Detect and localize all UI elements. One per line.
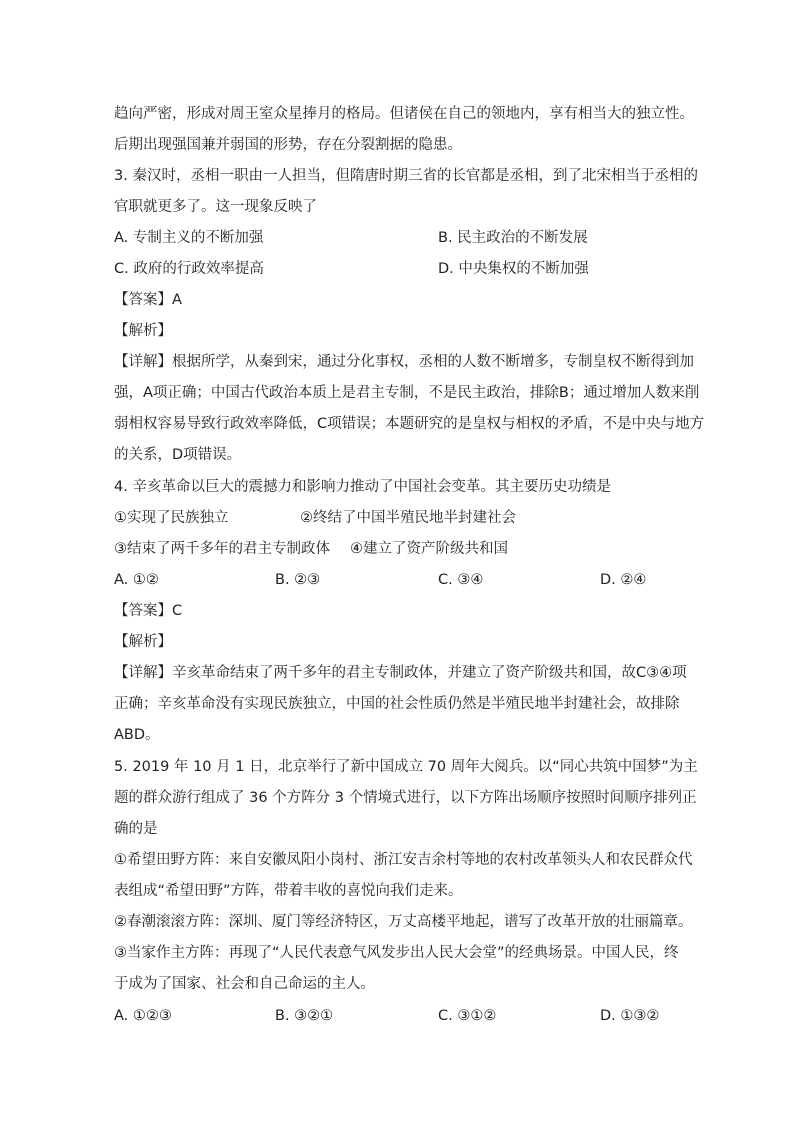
q4-item-4: ④建立了资产阶级共和国 <box>350 541 508 557</box>
q5-item-1-line-1: ①希望田野方阵：来自安徽凤阳小岗村、浙江安吉余村等地的农村改革领头人和农民群众代 <box>114 852 693 868</box>
q3-answer: 【答案】A <box>114 292 182 308</box>
q4-detail-line-2: 正确；辛亥革命没有实现民族独立，中国的社会性质仍然是半殖民地半封建社会，故排除 <box>114 696 680 712</box>
q3-option-a: A. 专制主义的不断加强 <box>114 230 264 246</box>
q4-item-1: ①实现了民族独立 <box>114 510 229 526</box>
q5-item-2: ②春潮滚滚方阵：深圳、厦门等经济特区，万丈高楼平地起，谱写了改革开放的壮丽篇章。 <box>114 914 693 930</box>
q5-option-b: B. ③②① <box>275 1008 334 1024</box>
q3-detail-line-1: 【详解】根据所学，从秦到宋，通过分化事权，丞相的人数不断增多，专制皇权不断得到加 <box>114 354 694 370</box>
q4-detail-line-1: 【详解】辛亥革命结束了两千多年的君主专制政体，并建立了资产阶级共和国，故C③④项 <box>114 665 687 681</box>
q5-option-a: A. ①②③ <box>114 1008 172 1024</box>
q2-tail-line-1: 趋向严密，形成对周王室众星捧月的格局。但诸侯在自己的领地内，享有相当大的独立性。 <box>114 106 694 122</box>
q4-answer: 【答案】C <box>114 603 183 619</box>
q4-option-c: C. ③④ <box>438 572 484 588</box>
q3-analysis-heading: 【解析】 <box>114 323 172 339</box>
q4-analysis-heading: 【解析】 <box>114 634 172 650</box>
q4-option-a: A. ①② <box>114 572 159 588</box>
q5-item-3-line-2: 于成为了国家、社会和自己命运的主人。 <box>114 976 375 992</box>
q5-stem-line-1: 5. 2019 年 10 月 1 日，北京举行了新中国成立 70 周年大阅兵。以“同心共筑中国梦”为主 <box>114 759 698 775</box>
q4-item-3: ③结束了两千多年的君主专制政体 <box>114 541 330 557</box>
q4-item-2: ②终结了中国半殖民地半封建社会 <box>300 510 516 526</box>
q4-option-b: B. ②③ <box>275 572 321 588</box>
q2-tail-line-2: 后期出现强国兼并弱国的形势，存在分裂割据的隐患。 <box>114 137 462 153</box>
q4-detail-line-3: ABD。 <box>114 727 160 743</box>
q3-option-b: B. 民主政治的不断发展 <box>438 230 588 246</box>
q3-option-c: C. 政府的行政效率提高 <box>114 261 264 277</box>
q3-detail-line-2: 强，A项正确；中国古代政治本质上是君主专制，不是民主政治，排除B；通过增加人数来削 <box>114 385 700 401</box>
q5-item-1-line-2: 表组成“希望田野”方阵，带着丰收的喜悦向我们走来。 <box>114 883 463 899</box>
q3-stem-line-2: 官职就更多了。这一现象反映了 <box>114 199 317 215</box>
q5-stem-line-2: 题的群众游行组成了 36 个方阵分 3 个情境式进行，以下方阵出场顺序按照时间顺序排列正 <box>114 790 697 806</box>
q3-option-d: D. 中央集权的不断加强 <box>438 261 589 277</box>
q5-option-d: D. ①③② <box>600 1008 660 1024</box>
q4-option-d: D. ②④ <box>600 572 647 588</box>
q5-option-c: C. ③①② <box>438 1008 497 1024</box>
q5-item-3-line-1: ③当家作主方阵：再现了“人民代表意气风发步出人民大会堂”的经典场景。中国人民，终 <box>114 945 679 961</box>
q3-detail-line-3: 弱相权容易导致行政效率降低，C项错误；本题研究的是皇权与相权的矛盾，不是中央与地方 <box>114 416 705 432</box>
q5-stem-line-3: 确的是 <box>114 821 158 837</box>
q3-detail-line-4: 的关系，D项错误。 <box>114 447 242 463</box>
q4-stem: 4. 辛亥革命以巨大的震撼力和影响力推动了中国社会变革。其主要历史功绩是 <box>114 479 611 495</box>
q3-stem-line-1: 3. 秦汉时，丞相一职由一人担当，但隋唐时期三省的长官都是丞相，到了北宋相当于丞相的 <box>114 168 698 184</box>
